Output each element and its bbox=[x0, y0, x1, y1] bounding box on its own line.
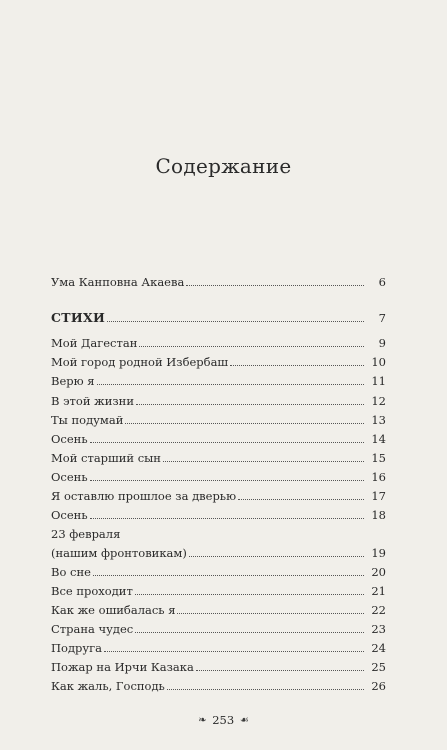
dot-leader bbox=[139, 346, 364, 347]
ornament-right-icon: ☙ bbox=[239, 714, 249, 726]
dot-leader bbox=[125, 423, 364, 424]
toc-entry-title: Осень bbox=[51, 432, 88, 446]
toc-entry bbox=[51, 526, 386, 542]
toc-entry-page: 11 bbox=[371, 374, 386, 388]
toc-entry-title: Все проходит bbox=[51, 584, 133, 598]
toc-entry-title: Ума Канповна Акаева bbox=[51, 275, 185, 289]
dot-leader bbox=[104, 651, 364, 652]
dot-leader bbox=[177, 613, 364, 614]
toc-entry bbox=[51, 602, 386, 618]
toc-entry-title: Во сне bbox=[51, 565, 91, 579]
page-title: Содержание bbox=[155, 154, 292, 178]
toc-entry bbox=[51, 640, 386, 656]
toc-entry bbox=[51, 564, 386, 580]
toc-entry bbox=[51, 393, 386, 409]
toc-entry bbox=[51, 621, 386, 637]
dot-leader bbox=[167, 689, 364, 690]
toc-entry bbox=[51, 659, 386, 675]
dot-leader bbox=[196, 670, 364, 671]
toc-entry-title: Осень bbox=[51, 508, 88, 522]
toc-entry-title: Страна чудес bbox=[51, 622, 134, 636]
toc-entry-page: 19 bbox=[371, 546, 386, 560]
toc-entry-page: 13 bbox=[371, 413, 386, 427]
toc-entry bbox=[51, 274, 386, 290]
toc-entry-page: 26 bbox=[371, 679, 386, 693]
toc-entry-title: Как жаль, Господь bbox=[51, 679, 165, 693]
toc-entry-title: Ты подумай bbox=[51, 413, 124, 427]
toc-entry-page: 24 bbox=[371, 641, 386, 655]
toc-entry bbox=[51, 507, 386, 523]
toc-entry-page: 23 bbox=[371, 622, 386, 636]
toc-entry-title: Верю я bbox=[51, 374, 95, 388]
toc-entry-page: 12 bbox=[371, 394, 386, 408]
dot-leader bbox=[136, 404, 364, 405]
toc-entry-page: 20 bbox=[371, 565, 386, 579]
page-footer bbox=[0, 712, 447, 727]
toc-entry-title: Мой Дагестан bbox=[51, 336, 138, 350]
dot-leader bbox=[90, 442, 364, 443]
toc-entry-title: Осень bbox=[51, 470, 88, 484]
toc-entry-title: Пожар на Ирчи Казака bbox=[51, 660, 194, 674]
dot-leader bbox=[135, 594, 364, 595]
toc-entry-page: 22 bbox=[371, 603, 386, 617]
toc-entry-page: 21 bbox=[371, 584, 386, 598]
toc-entry-page: 14 bbox=[371, 432, 386, 446]
toc-entry-title: Мой город родной Избербаш bbox=[51, 355, 229, 369]
toc-entry-page: 18 bbox=[371, 508, 386, 522]
dot-leader bbox=[135, 632, 364, 633]
toc-entry-title: Подруга bbox=[51, 641, 103, 655]
toc-entry-page: 9 bbox=[378, 336, 386, 350]
toc-entry bbox=[51, 431, 386, 447]
toc-entry-page: 10 bbox=[371, 355, 386, 369]
dot-leader bbox=[186, 285, 364, 286]
toc-entry bbox=[51, 488, 386, 504]
toc-entry-title: (нашим фронтовикам) bbox=[51, 546, 187, 560]
dot-leader bbox=[230, 365, 364, 366]
toc-entry bbox=[51, 412, 386, 428]
dot-leader bbox=[97, 384, 364, 385]
toc-entry-title: Мой старший сын bbox=[51, 451, 161, 465]
toc-section-heading bbox=[51, 310, 386, 326]
toc-entry-title: В этой жизни bbox=[51, 394, 134, 408]
toc-section-title: СТИХИ bbox=[51, 310, 106, 325]
toc-entry bbox=[51, 373, 386, 389]
dot-leader bbox=[163, 461, 364, 462]
toc-entry-title: Я оставлю прошлое за дверью bbox=[51, 489, 237, 503]
toc-entry-page: 16 bbox=[371, 470, 386, 484]
toc-entry-page: 6 bbox=[378, 275, 386, 289]
toc-entry bbox=[51, 583, 386, 599]
toc-entry-title: Как же ошибалась я bbox=[51, 603, 176, 617]
toc-entry bbox=[51, 450, 386, 466]
toc-entry-page: 7 bbox=[378, 311, 386, 325]
toc-entry bbox=[51, 545, 386, 561]
dot-leader bbox=[90, 480, 364, 481]
toc-entry-page: 15 bbox=[371, 451, 386, 465]
ornament-left-icon: ❧ bbox=[198, 714, 207, 726]
toc-entry-page: 17 bbox=[371, 489, 386, 503]
toc-entry bbox=[51, 678, 386, 694]
dot-leader bbox=[107, 321, 364, 322]
dot-leader bbox=[238, 499, 364, 500]
page-number: 253 bbox=[212, 713, 235, 727]
toc-entry-page: 25 bbox=[371, 660, 386, 674]
toc-entry bbox=[51, 354, 386, 370]
dot-leader bbox=[90, 518, 364, 519]
toc-entry bbox=[51, 469, 386, 485]
dot-leader bbox=[93, 575, 364, 576]
toc-entry-title: 23 февраля bbox=[51, 527, 121, 541]
toc-entry bbox=[51, 335, 386, 351]
dot-leader bbox=[189, 556, 364, 557]
